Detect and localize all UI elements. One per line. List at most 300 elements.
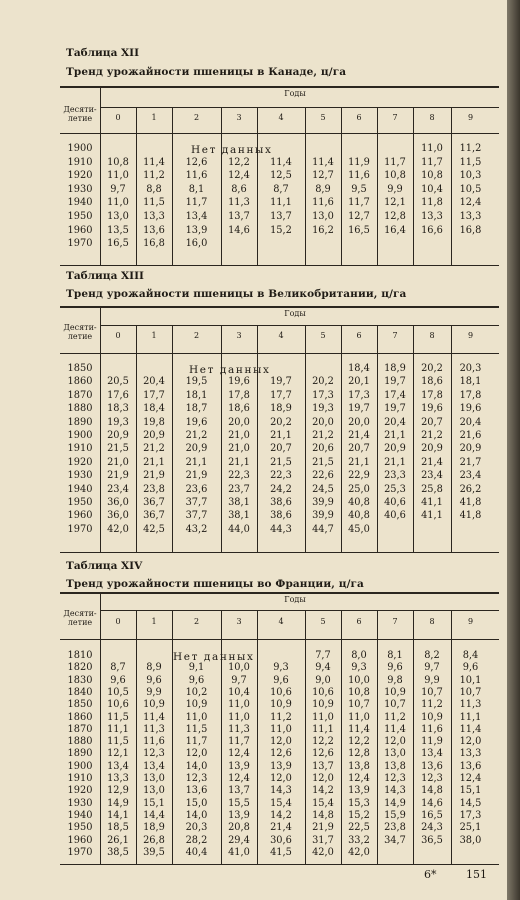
table-cell: 10,2 (185, 686, 208, 698)
table-cell: 23,4 (421, 470, 443, 482)
table-cell: 11,3 (228, 197, 250, 209)
table-cell: 23,7 (228, 483, 250, 495)
decade-label: 1960 (67, 834, 93, 846)
table-cell: 16,4 (384, 224, 406, 236)
table-cell: 13,4 (143, 760, 165, 772)
table-cell: 21,7 (459, 456, 482, 468)
table-cell: 21,0 (107, 456, 129, 468)
table-bottom-rule (60, 552, 499, 553)
table-cell: 11,1 (107, 723, 129, 735)
table-cell: 20,3 (185, 822, 208, 834)
column-header: 9 (467, 617, 474, 626)
table-cell: 8,9 (315, 183, 331, 195)
table-cell: 23,8 (384, 822, 406, 834)
table-cell: 16,5 (348, 224, 370, 236)
table-cell: 14,9 (107, 797, 129, 809)
table-cell: 8,7 (273, 183, 289, 195)
table-cell: 14,6 (228, 224, 250, 236)
table-cell: 16,5 (421, 809, 443, 821)
table-cell: 9,4 (315, 662, 331, 674)
table-cell: 12,9 (107, 785, 129, 797)
table-cell: 12,6 (312, 748, 334, 760)
table-cell: 15,2 (270, 224, 292, 236)
table-cell: 40,6 (384, 510, 406, 522)
decade-label: 1870 (67, 723, 93, 735)
table-cell: 9,9 (146, 686, 162, 698)
table-cell: 22,9 (348, 470, 370, 482)
table-cell: 8,7 (110, 662, 126, 674)
table-cell: 11,4 (459, 723, 482, 735)
table-cell: 15,1 (143, 797, 165, 809)
table-cell: 42,0 (312, 846, 334, 858)
table-cell: 11,7 (228, 736, 250, 748)
table-cell: 12,0 (384, 736, 406, 748)
table-cell: 13,0 (107, 211, 129, 222)
column-header: 4 (278, 331, 284, 340)
column-header: 8 (429, 331, 435, 340)
table-cell: 21,4 (270, 822, 292, 834)
table-cell: 11,6 (421, 723, 443, 735)
decade-label: 1960 (67, 510, 93, 522)
decade-label: 1830 (67, 674, 93, 686)
table-cell: 13,3 (459, 211, 482, 222)
table-cell: 20,4 (384, 416, 406, 428)
decade-label: 1940 (67, 483, 93, 495)
table-cell: 21,5 (107, 443, 129, 455)
table-cell: 12,6 (270, 748, 292, 760)
table-cell: 12,4 (228, 748, 250, 760)
table-cell: 12,4 (348, 773, 370, 784)
table-cell: 45,0 (348, 523, 370, 535)
table-cell: 8,1 (188, 183, 205, 195)
table-cell: 20,9 (143, 430, 165, 441)
table-cell: 11,0 (107, 170, 129, 182)
table-cell: 12,8 (384, 211, 406, 222)
table-cell: 17,7 (143, 389, 165, 401)
table-cell: 9,6 (146, 674, 162, 686)
table-12-number: Таблица XII (66, 47, 139, 59)
table-cell: 20,2 (312, 376, 334, 388)
table-cell: 10,1 (459, 674, 482, 686)
table-cell: 19,7 (270, 376, 292, 388)
table-cell: 14,3 (384, 785, 406, 797)
table-cell: 13,6 (185, 785, 208, 797)
table-cell: 40,6 (384, 497, 406, 508)
table-cell: 13,3 (143, 211, 165, 222)
table-cell: 41,1 (421, 497, 443, 508)
table-cell: 11,0 (185, 711, 208, 723)
column-header: 0 (115, 113, 121, 122)
table-cell: 11,0 (421, 143, 443, 154)
table-cell: 7,7 (315, 650, 331, 661)
column-header: 2 (193, 113, 200, 122)
table-cell: 10,7 (348, 699, 370, 711)
decade-label: 1840 (67, 686, 93, 698)
table-cell: 13,8 (384, 760, 406, 772)
table-cell: 11,0 (228, 711, 250, 723)
table-cell: 9,1 (188, 662, 205, 674)
table-cell: 12,1 (384, 197, 406, 209)
column-header: 5 (320, 617, 326, 626)
table-cell: 11,8 (421, 197, 443, 209)
table-cell: 11,7 (421, 156, 443, 168)
table-cell: 12,2 (312, 736, 334, 748)
table-cell: 13,3 (421, 211, 443, 222)
page-edge (507, 0, 520, 900)
table-cell: 17,8 (459, 389, 482, 401)
table-cell: 20,7 (270, 443, 292, 455)
table-cell: 10,0 (348, 674, 370, 686)
table-cell: 42,0 (348, 846, 370, 858)
column-header: 4 (278, 617, 284, 626)
table-cell: 10,6 (312, 686, 334, 698)
table-cell: 13,4 (107, 760, 129, 772)
decade-label: 1950 (67, 211, 93, 222)
table-cell: 40,8 (348, 497, 370, 508)
table-cell: 22,5 (348, 822, 370, 834)
years-under-rule (100, 325, 499, 326)
table-cell: 34,7 (384, 834, 406, 846)
table-cell: 10,5 (107, 686, 129, 698)
table-cell: 17,3 (348, 389, 370, 401)
table-cell: 17,7 (270, 389, 292, 401)
decade-label: 1900 (67, 760, 93, 772)
table-cell: 17,8 (421, 389, 443, 401)
decade-label: 1910 (67, 443, 93, 455)
decade-label: 1850 (67, 363, 93, 374)
table-cell: 41,0 (228, 846, 250, 858)
table-cell: 20,4 (459, 416, 482, 428)
table-cell: 12,0 (185, 748, 208, 760)
table-cell: 20,9 (459, 443, 482, 455)
table-cell: 26,2 (459, 483, 482, 495)
table-cell: 12,3 (185, 773, 208, 784)
table-cell: 9,6 (462, 662, 479, 674)
table-cell: 42,0 (107, 523, 129, 535)
column-header: 8 (429, 617, 435, 626)
column-header: 6 (356, 113, 362, 122)
table-cell: 13,9 (348, 785, 370, 797)
table-cell: 21,0 (228, 443, 250, 455)
table-cell: 21,2 (185, 430, 208, 441)
table-cell: 16,8 (459, 224, 482, 236)
table-cell: 11,6 (348, 170, 370, 182)
table-cell: 23,4 (459, 470, 482, 482)
table-cell: 20,0 (348, 416, 370, 428)
table-cell: 10,9 (185, 699, 208, 711)
column-header: 6 (356, 617, 362, 626)
column-header: 3 (236, 113, 242, 122)
decade-label: 1890 (67, 416, 93, 428)
table-cell: 10,7 (384, 699, 406, 711)
header-bottom-rule (60, 353, 499, 354)
decade-label: 1820 (67, 662, 93, 674)
years-header: Годы (284, 89, 306, 98)
decade-label: 1970 (67, 238, 93, 250)
table-cell: 9,7 (231, 674, 247, 686)
column-header: 7 (392, 331, 398, 340)
table-cell: 38,0 (459, 834, 482, 846)
table-cell: 9,8 (387, 674, 403, 686)
column-header: 0 (115, 331, 121, 340)
decade-label: 1910 (67, 773, 93, 784)
table-cell: 12,2 (228, 156, 250, 168)
table-cell: 14,4 (143, 809, 165, 821)
table-cell: 9,9 (424, 674, 440, 686)
table-cell: 14,0 (185, 760, 208, 772)
table-cell: 14,2 (270, 809, 292, 821)
table-cell: 10,6 (107, 699, 129, 711)
table-cell: 24,3 (421, 822, 443, 834)
header-bottom-rule (60, 639, 499, 640)
table-cell: 22,6 (312, 470, 334, 482)
table-cell: 11,0 (228, 699, 250, 711)
decade-label: 1940 (67, 809, 93, 821)
table-cell: 11,0 (348, 711, 370, 723)
table-cell: 8,9 (146, 662, 162, 674)
table-cell: 13,0 (312, 211, 334, 222)
table-cell: 13,4 (185, 211, 208, 222)
table-cell: 13,6 (143, 224, 165, 236)
decade-label: 1930 (67, 470, 93, 482)
decade-label: 1880 (67, 736, 93, 748)
table-cell: 41,8 (459, 510, 482, 522)
table-cell: 37,7 (185, 510, 208, 522)
table-cell: 18,1 (185, 389, 208, 401)
table-cell: 21,9 (185, 470, 208, 482)
table-cell: 44,0 (228, 523, 250, 535)
years-header: Годы (284, 595, 306, 604)
table-cell: 21,2 (143, 443, 165, 455)
table-cell: 8,8 (146, 183, 162, 195)
table-bottom-rule (60, 265, 499, 266)
decade-label: 1920 (67, 456, 93, 468)
decade-label: 1950 (67, 822, 93, 834)
table-cell: 10,3 (459, 170, 482, 182)
table-cell: 10,5 (459, 183, 482, 195)
table-cell: 33,2 (348, 834, 370, 846)
decade-label: 1940 (67, 197, 93, 209)
table-cell: 21,6 (459, 430, 482, 441)
table-cell: 11,1 (312, 723, 334, 735)
table-cell: 38,6 (270, 497, 292, 508)
table-cell: 13,7 (228, 211, 250, 222)
table-cell: 13,6 (459, 760, 482, 772)
table-cell: 10,9 (421, 711, 443, 723)
table-14-number: Таблица XIV (66, 560, 143, 572)
table-cell: 10,8 (107, 156, 129, 168)
table-cell: 23,3 (384, 470, 406, 482)
no-data-note: Нет данных (189, 364, 271, 376)
header-bottom-rule (60, 133, 499, 134)
table-cell: 10,7 (421, 686, 443, 698)
table-cell: 8,0 (351, 650, 367, 661)
decade-label: 1890 (67, 748, 93, 760)
table-cell: 9,0 (315, 674, 331, 686)
decade-header: Десяти- летие (63, 609, 97, 627)
table-cell: 13,4 (421, 748, 443, 760)
table-cell: 12,4 (228, 773, 250, 784)
table-cell: 15,1 (459, 785, 482, 797)
table-cell: 10,8 (421, 170, 443, 182)
decade-label: 1970 (67, 523, 93, 535)
table-cell: 19,6 (459, 403, 482, 415)
table-cell: 24,2 (270, 483, 292, 495)
table-cell: 19,7 (348, 403, 370, 415)
table-cell: 21,2 (312, 430, 334, 441)
table-cell: 38,5 (107, 846, 129, 858)
column-header: 4 (278, 113, 284, 122)
table-cell: 20,9 (185, 443, 208, 455)
table-cell: 12,3 (143, 748, 165, 760)
table-cell: 15,3 (348, 797, 370, 809)
table-cell: 20,0 (312, 416, 334, 428)
table-cell: 11,4 (384, 723, 406, 735)
table-cell: 19,5 (185, 376, 208, 388)
table-cell: 8,4 (462, 650, 479, 661)
decade-label: 1960 (67, 224, 93, 236)
table-cell: 21,0 (228, 430, 250, 441)
table-cell: 11,4 (348, 723, 370, 735)
table-cell: 12,3 (421, 773, 443, 784)
table-cell: 20,6 (312, 443, 334, 455)
table-cell: 13,6 (421, 760, 443, 772)
table-cell: 20,2 (270, 416, 292, 428)
table-cell: 11,7 (185, 736, 208, 748)
table-cell: 11,1 (459, 711, 482, 723)
table-cell: 40,8 (348, 510, 370, 522)
table-cell: 10,8 (348, 686, 370, 698)
column-header: 7 (392, 113, 398, 122)
table-cell: 25,8 (421, 483, 443, 495)
table-cell: 10,9 (143, 699, 165, 711)
table-cell: 21,1 (185, 456, 208, 468)
column-header: 1 (151, 113, 157, 122)
table-cell: 14,2 (312, 785, 334, 797)
table-cell: 16,6 (421, 224, 443, 236)
table-cell: 39,9 (312, 497, 334, 508)
table-cell: 21,4 (421, 456, 443, 468)
table-cell: 20,0 (228, 416, 250, 428)
table-cell: 18,6 (228, 403, 250, 415)
page-mark: 6* (424, 868, 437, 881)
table-cell: 11,6 (143, 736, 165, 748)
table-cell: 18,7 (185, 403, 208, 415)
table-cell: 8,2 (424, 650, 440, 661)
column-header: 2 (193, 617, 200, 626)
decade-label: 1810 (67, 650, 93, 661)
table-cell: 10,6 (270, 686, 292, 698)
table-cell: 13,0 (143, 773, 165, 784)
table-cell: 17,8 (228, 389, 250, 401)
table-cell: 21,5 (312, 456, 334, 468)
table-cell: 38,1 (228, 510, 250, 522)
decade-label: 1900 (67, 430, 93, 441)
table-top-rule (60, 86, 499, 88)
table-cell: 13,9 (270, 760, 292, 772)
table-cell: 11,3 (228, 723, 250, 735)
table-cell: 21,9 (107, 470, 129, 482)
table-cell: 13,3 (107, 773, 129, 784)
table-cell: 43,2 (185, 523, 208, 535)
table-cell: 8,6 (231, 183, 247, 195)
table-cell: 30,6 (270, 834, 292, 846)
table-cell: 13,9 (228, 809, 250, 821)
table-cell: 10,8 (384, 170, 406, 182)
table-cell: 23,4 (107, 483, 129, 495)
table-cell: 21,9 (312, 822, 334, 834)
table-cell: 44,7 (312, 523, 334, 535)
column-header: 2 (193, 331, 200, 340)
table-cell: 17,3 (312, 389, 334, 401)
table-cell: 20,3 (459, 363, 482, 374)
table-cell: 19,7 (384, 376, 406, 388)
table-cell: 11,3 (143, 723, 165, 735)
table-cell: 19,3 (312, 403, 334, 415)
table-cell: 12,7 (312, 170, 334, 182)
column-header: 3 (236, 331, 242, 340)
table-cell: 14,1 (107, 809, 129, 821)
table-cell: 36,7 (143, 497, 165, 508)
table-cell: 9,6 (188, 674, 205, 686)
table-cell: 10,7 (459, 686, 482, 698)
table-cell: 14,9 (384, 797, 406, 809)
table-cell: 11,7 (185, 197, 208, 209)
table-cell: 21,1 (384, 430, 406, 441)
table-cell: 39,9 (312, 510, 334, 522)
table-cell: 21,1 (228, 456, 250, 468)
table-cell: 11,3 (459, 699, 482, 711)
table-cell: 36,7 (143, 510, 165, 522)
table-cell: 38,1 (228, 497, 250, 508)
table-cell: 20,9 (421, 443, 443, 455)
table-cell: 11,5 (185, 723, 208, 735)
column-header: 1 (151, 617, 157, 626)
table-cell: 44,3 (270, 523, 292, 535)
decade-label: 1920 (67, 170, 93, 182)
table-cell: 11,4 (312, 156, 334, 168)
table-cell: 19,6 (228, 376, 250, 388)
table-cell: 12,6 (185, 156, 208, 168)
table-cell: 20,4 (143, 376, 165, 388)
table-cell: 17,6 (107, 389, 129, 401)
table-13-number: Таблица XIII (66, 270, 144, 282)
decade-label: 1950 (67, 497, 93, 508)
decade-header: Десяти- летие (63, 105, 97, 123)
table-cell: 15,2 (348, 809, 370, 821)
table-cell: 19,8 (143, 416, 165, 428)
table-cell: 20,9 (107, 430, 129, 441)
table-cell: 13,3 (459, 748, 482, 760)
table-cell: 17,3 (459, 809, 482, 821)
column-header: 5 (320, 331, 326, 340)
table-top-rule (60, 306, 499, 308)
table-cell: 13,0 (143, 785, 165, 797)
table-cell: 14,8 (421, 785, 443, 797)
table-cell: 9,3 (273, 662, 289, 674)
table-cell: 25,0 (348, 483, 370, 495)
table-cell: 20,7 (421, 416, 443, 428)
table-cell: 22,3 (228, 470, 250, 482)
table-cell: 21,1 (348, 456, 370, 468)
decade-label: 1930 (67, 183, 93, 195)
table-cell: 21,1 (384, 456, 406, 468)
table-cell: 15,5 (228, 797, 250, 809)
table-cell: 11,6 (312, 197, 334, 209)
table-cell: 36,0 (107, 497, 129, 508)
table-cell: 20,8 (228, 822, 250, 834)
table-cell: 15,0 (185, 797, 208, 809)
